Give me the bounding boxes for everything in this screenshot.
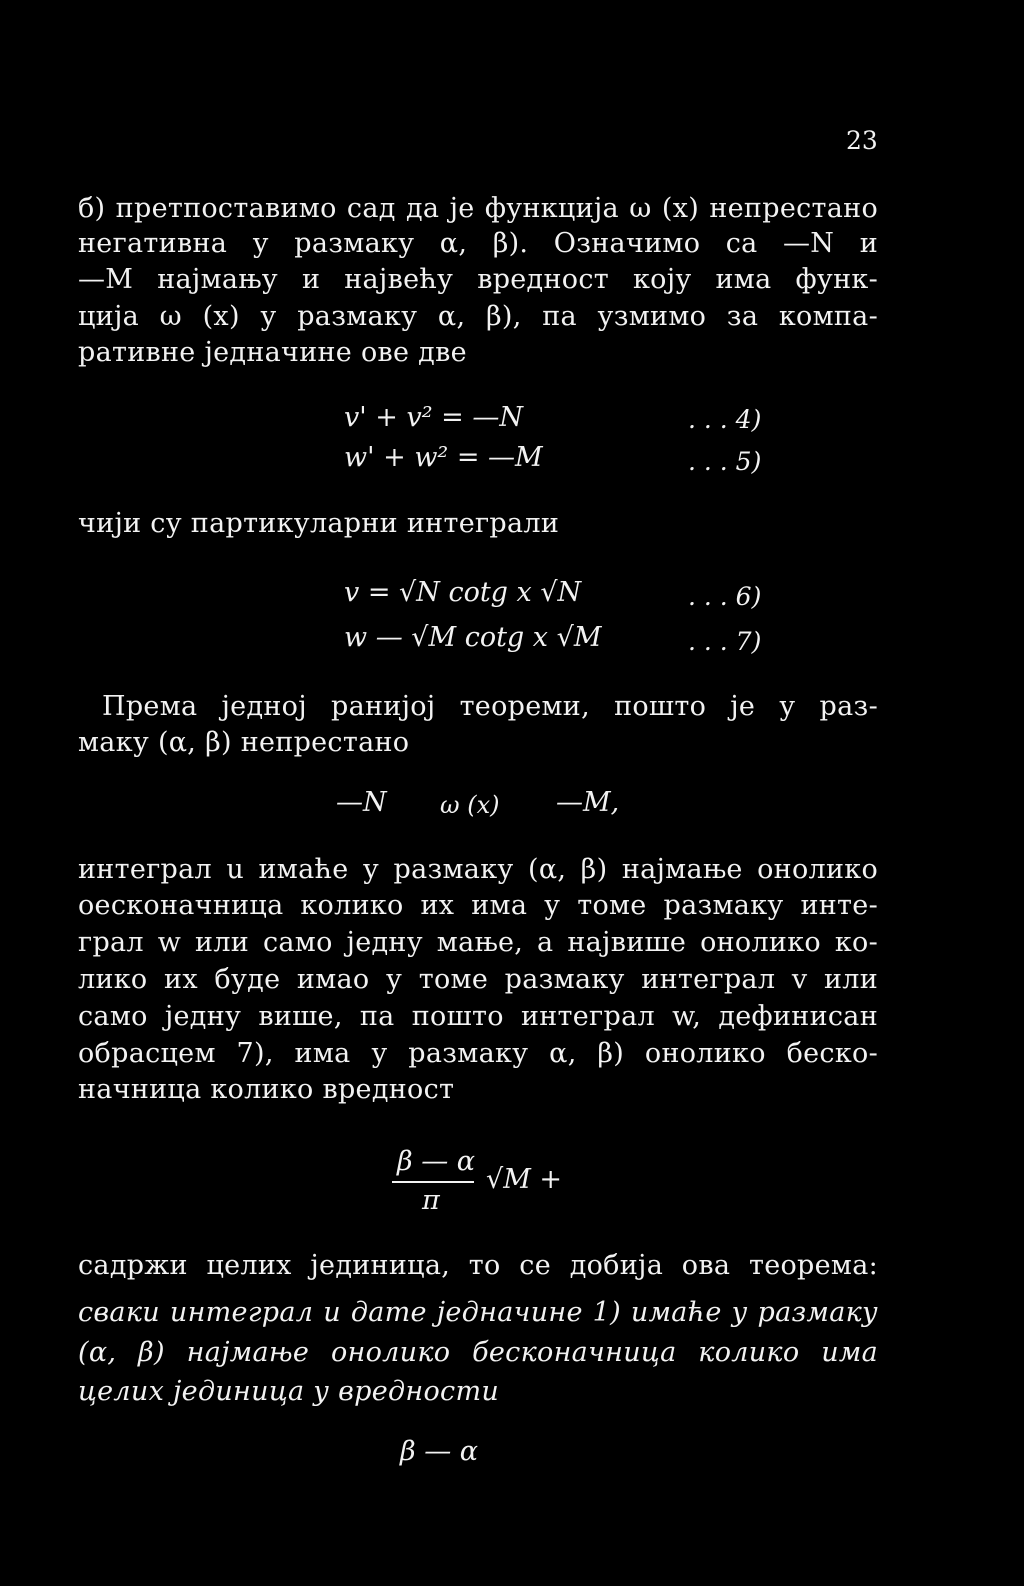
inequality-left: —N <box>336 787 387 818</box>
paragraph-5: садржи целих јединица, то се добија ова теорема: <box>78 1250 878 1281</box>
fraction-numerator: β — α <box>397 1146 476 1177</box>
fraction-tail: √M + <box>486 1164 563 1195</box>
paragraph-line: Према једној ранијој теореми, пошто је у раз- <box>102 691 878 722</box>
bottom-expression: β — α <box>400 1436 479 1467</box>
paragraph-line: б) претпоставимо сад да је функција ω (x) непрестано <box>78 193 878 224</box>
equation: w — √M cotg x √M <box>344 622 602 653</box>
equation-number: . . . 4) <box>688 405 762 434</box>
paragraph-line: грал w или само једну мање, а највише онолико ко- <box>78 927 878 958</box>
page-number: 23 <box>846 126 878 155</box>
paragraph-line: ција ω (x) у размаку α, β), па узмимо за компа- <box>78 301 878 332</box>
fraction-denominator: π <box>422 1185 440 1216</box>
fraction-bar <box>392 1181 474 1183</box>
paragraph-line: оесконачница колико их има у томе размаку инте- <box>78 890 878 921</box>
equation-number: . . . 5) <box>688 447 762 476</box>
equation-number: . . . 6) <box>688 582 762 611</box>
inequality-middle: ω (x) <box>440 791 500 819</box>
paragraph-line: маку (α, β) непрестано <box>78 727 410 758</box>
theorem-line: целих јединица у вредности <box>78 1376 500 1407</box>
equation: v = √N cotg x √N <box>344 577 582 608</box>
paragraph-line: негативна у размаку α, β). Означимо са —N и <box>78 228 878 259</box>
paragraph-line: ративне једначине ове две <box>78 337 467 368</box>
equation-number: . . . 7) <box>688 627 762 656</box>
paragraph-2: чији су партикуларни интеграли <box>78 508 560 539</box>
paragraph-line: обрасцем 7), има у размаку α, β) онолико беско- <box>78 1038 878 1069</box>
theorem-line: сваки интеграл u дате једначине 1) имаће у размаку <box>78 1297 878 1328</box>
equation: v' + v² = —N <box>344 402 523 433</box>
paragraph-line: интеграл u имаће у размаку (α, β) најмање онолико <box>78 854 878 885</box>
paragraph-line: —M најмању и највећу вредност коју има функ- <box>78 264 878 295</box>
equation: w' + w² = —M <box>344 442 543 473</box>
theorem-line: (α, β) најмање онолико бесконачница колико има <box>78 1337 878 1368</box>
paragraph-line: само једну више, па пошто интеграл w, дефинисан <box>78 1001 878 1032</box>
paragraph-line: начница колико вредност <box>78 1074 455 1105</box>
inequality-right: —M, <box>556 787 620 818</box>
paragraph-line: лико их буде имао у томе размаку интеграл v или <box>78 964 878 995</box>
